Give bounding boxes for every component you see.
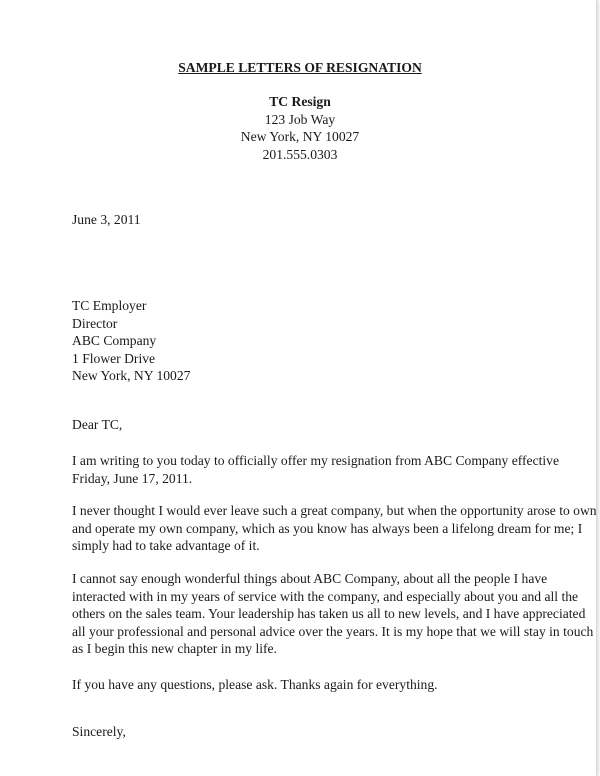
paragraph-line: If you have any questions, please ask. Thanks again for everything. bbox=[72, 677, 438, 692]
paragraph-line: Friday, June 17, 2011. bbox=[72, 470, 193, 486]
sender-block bbox=[0, 93, 600, 163]
paragraph-line: interacted with in my years of service with the company, and especially about you and all the bbox=[72, 588, 579, 604]
letter-date: June 3, 2011 bbox=[72, 212, 141, 227]
paragraph-line: others on the sales team. Your leadership has taken us all to new levels, and I have appreciated bbox=[72, 606, 586, 622]
paragraph-2 bbox=[72, 502, 597, 555]
paragraph-line: all your professional and personal advice over the years. It is my hope that we will stay in touch bbox=[72, 623, 594, 639]
recipient-block bbox=[72, 297, 190, 385]
sender-address-line2: New York, NY 10027 bbox=[240, 129, 360, 145]
paragraph-line: and operate my own company, which as you know has always been a lifelong dream for me; I bbox=[72, 520, 583, 536]
sender-address-line1: 123 Job Way bbox=[264, 111, 336, 127]
paragraph-1 bbox=[72, 452, 559, 487]
document-title: SAMPLE LETTERS OF RESIGNATION bbox=[178, 60, 422, 75]
sender-name: TC Resign bbox=[269, 94, 331, 109]
recipient-street: 1 Flower Drive bbox=[72, 350, 156, 366]
recipient-company: ABC Company bbox=[72, 333, 157, 349]
closing: Sincerely, bbox=[72, 724, 126, 739]
paragraph-line: as I begin this new chapter in my life. bbox=[72, 641, 277, 657]
paragraph-line: simply had to take advantage of it. bbox=[72, 538, 260, 554]
paragraph-3 bbox=[72, 570, 593, 658]
paragraph-line: I never thought I would ever leave such a great company, but when the opportunity arose to own bbox=[72, 503, 597, 518]
paragraph-line: I am writing to you today to officially offer my resignation from ABC Company effective bbox=[72, 453, 560, 468]
recipient-title: Director bbox=[72, 315, 118, 331]
recipient-name: TC Employer bbox=[72, 298, 147, 313]
paragraph-line: I cannot say enough wonderful things about ABC Company, about all the people I have bbox=[72, 571, 548, 586]
salutation: Dear TC, bbox=[72, 417, 123, 432]
recipient-city: New York, NY 10027 bbox=[72, 368, 191, 384]
sender-phone: 201.555.0303 bbox=[262, 146, 338, 162]
paragraph-4 bbox=[72, 676, 438, 694]
